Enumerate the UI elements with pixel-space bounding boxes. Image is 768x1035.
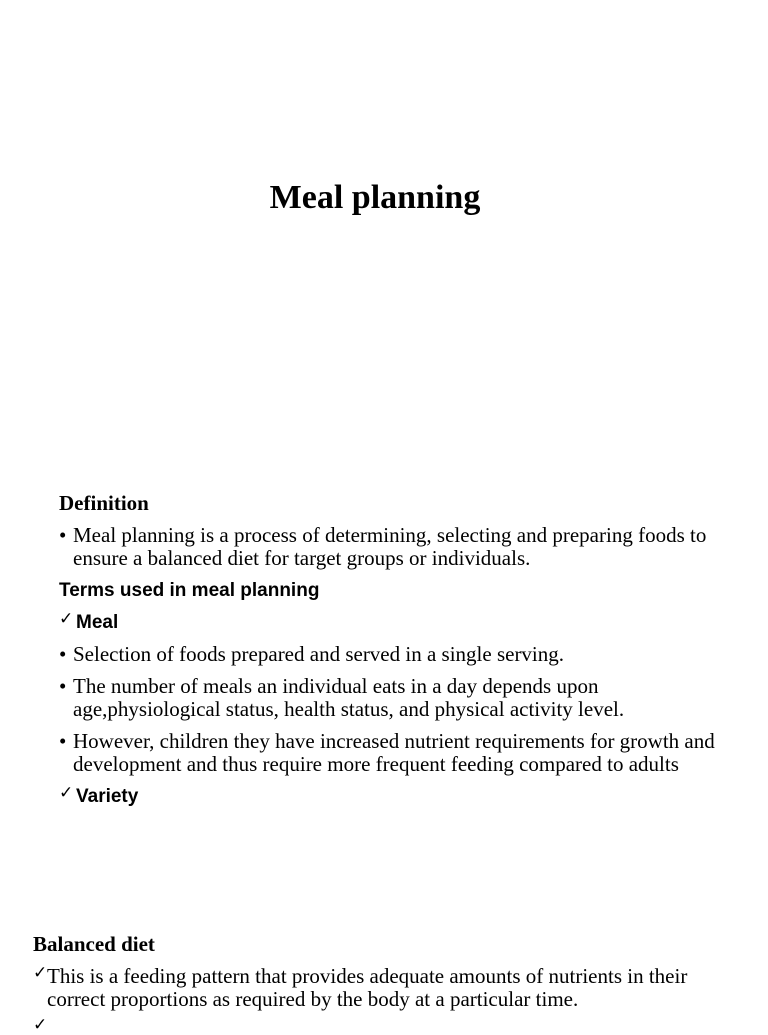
page-title: Meal planning [269,179,481,216]
definition-heading: Definition [59,491,149,515]
balanced-diet-section [33,933,723,1020]
meal-bullet-text: However, children they have increased nutrient requirements for growth and development and thus require more frequent feeding compared to adults [73,729,715,776]
checkmark-icon: ✓ [33,1015,48,1035]
list-item [59,730,719,776]
definition-text: Meal planning is a process of determining, selecting and preparing foods to ensure a balanced diet for target groups or individuals. [73,523,707,570]
meal-label: Meal [76,612,119,633]
balanced-diet-item [33,965,723,1011]
meal-term [59,611,719,634]
list-item [59,675,719,721]
bullet-icon: • [59,674,67,698]
main-content [59,492,719,817]
bullet-icon: • [59,729,67,753]
checkmark-icon: ✓ [33,963,48,983]
bullet-icon: • [59,642,67,666]
balanced-diet-heading: Balanced diet [33,932,155,956]
list-item [59,643,719,666]
checkmark-icon: ✓ [59,783,74,803]
balanced-diet-text: This is a feeding pattern that provides adequate amounts of nutrients in their correct proportions as required by the body at a particular time. [47,964,688,1011]
checkmark-icon: ✓ [59,609,74,629]
definition-bullet [59,524,719,570]
meal-bullet-text: The number of meals an individual eats in a day depends upon age,physiological status, health status, and physical activity level. [73,674,625,721]
bullet-icon: • [59,523,67,547]
terms-heading: Terms used in meal planning [59,580,320,601]
meal-bullet-text: Selection of foods prepared and served in a single serving. [73,642,565,666]
variety-label: Variety [76,786,139,807]
variety-term [59,785,719,808]
